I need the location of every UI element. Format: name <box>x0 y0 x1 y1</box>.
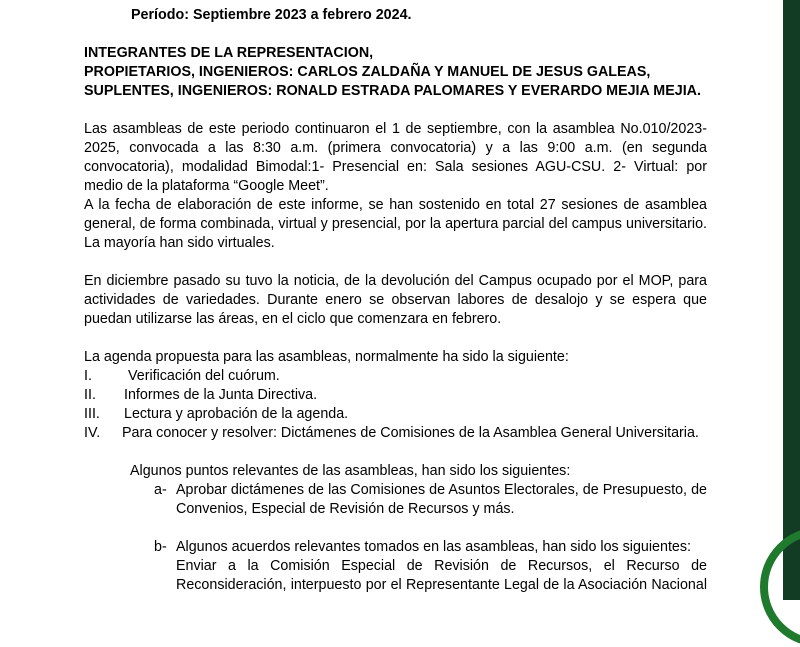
points-intro: Algunos puntos relevantes de las asambleas, han sido los siguientes: <box>130 463 571 479</box>
decorative-ring <box>760 527 800 647</box>
point-b-line2: Enviar a la Comisión Especial de Revisión de Recursos, el Recurso de <box>176 558 707 574</box>
agenda-item-number: III. <box>84 406 100 422</box>
p2-line3: La mayoría han sido virtuales. <box>84 235 275 251</box>
agenda-item-text: Lectura y aprobación de la agenda. <box>124 406 349 422</box>
period-heading: Período: Septiembre 2023 a febrero 2024. <box>131 7 412 23</box>
point-a-label: a- <box>154 482 167 498</box>
point-b-line1: Algunos acuerdos relevantes tomados en las asambleas, han sido los siguientes: <box>176 539 691 555</box>
p1-line3: convocatoria), modalidad Bimodal:1- Presencial en: Sala sesiones AGU-CSU. 2- Virtual: por <box>84 159 707 175</box>
point-a-line2: Convenios, Especial de Revisión de Recursos y más. <box>176 501 515 517</box>
agenda-item-text: Para conocer y resolver: Dictámenes de Comisiones de la Asamblea General Universitaria. <box>122 425 699 441</box>
agenda-item-number: I. <box>84 368 92 384</box>
agenda-item-number: II. <box>84 387 96 403</box>
members-heading: INTEGRANTES DE LA REPRESENTACION, <box>84 45 374 61</box>
p2-line2: general, de forma combinada, virtual y presencial, por la apertura parcial del campus universitario. <box>84 216 707 232</box>
p1-line2: 2025, convocada a las 8:30 a.m. (primera convocatoria) y a las 9:00 a.m. (en segunda <box>84 140 707 156</box>
agenda-item-text: Verificación del cuórum. <box>128 368 280 384</box>
p3-line1: En diciembre pasado su tuvo la noticia, de la devolución del Campus ocupado por el MOP, para <box>84 273 707 289</box>
point-b-line3: Reconsideración, interpuesto por el Representante Legal de la Asociación Nacional <box>176 577 707 593</box>
p3-line3: puedan utilizarse las áreas, en el ciclo que comenzara en febrero. <box>84 311 502 327</box>
p1-line4: medio de la plataforma “Google Meet”. <box>84 178 329 194</box>
point-b-label: b- <box>154 539 167 555</box>
right-frame-bar <box>783 0 800 600</box>
agenda-item-text: Informes de la Junta Directiva. <box>124 387 318 403</box>
point-a-line1: Aprobar dictámenes de las Comisiones de Asuntos Electorales, de Presupuesto, de <box>176 482 707 498</box>
agenda-item-number: IV. <box>84 425 101 441</box>
p3-line2: actividades de variedades. Durante enero se observan labores de desalojo y se espera que <box>84 292 707 308</box>
p1-line1: Las asambleas de este periodo continuaron el 1 de septiembre, con la asamblea No.010/2023- <box>84 121 707 137</box>
p2-line1: A la fecha de elaboración de este informe, se han sostenido en total 27 sesiones de asamblea <box>84 197 707 213</box>
left-margin <box>0 0 52 600</box>
members-alternates: SUPLENTES, INGENIEROS: RONALD ESTRADA PALOMARES Y EVERARDO MEJIA MEJIA. <box>84 83 701 99</box>
agenda-intro: La agenda propuesta para las asambleas, normalmente ha sido la siguiente: <box>84 349 569 365</box>
members-owners: PROPIETARIOS, INGENIEROS: CARLOS ZALDAÑA Y MANUEL DE JESUS GALEAS, <box>84 64 651 80</box>
